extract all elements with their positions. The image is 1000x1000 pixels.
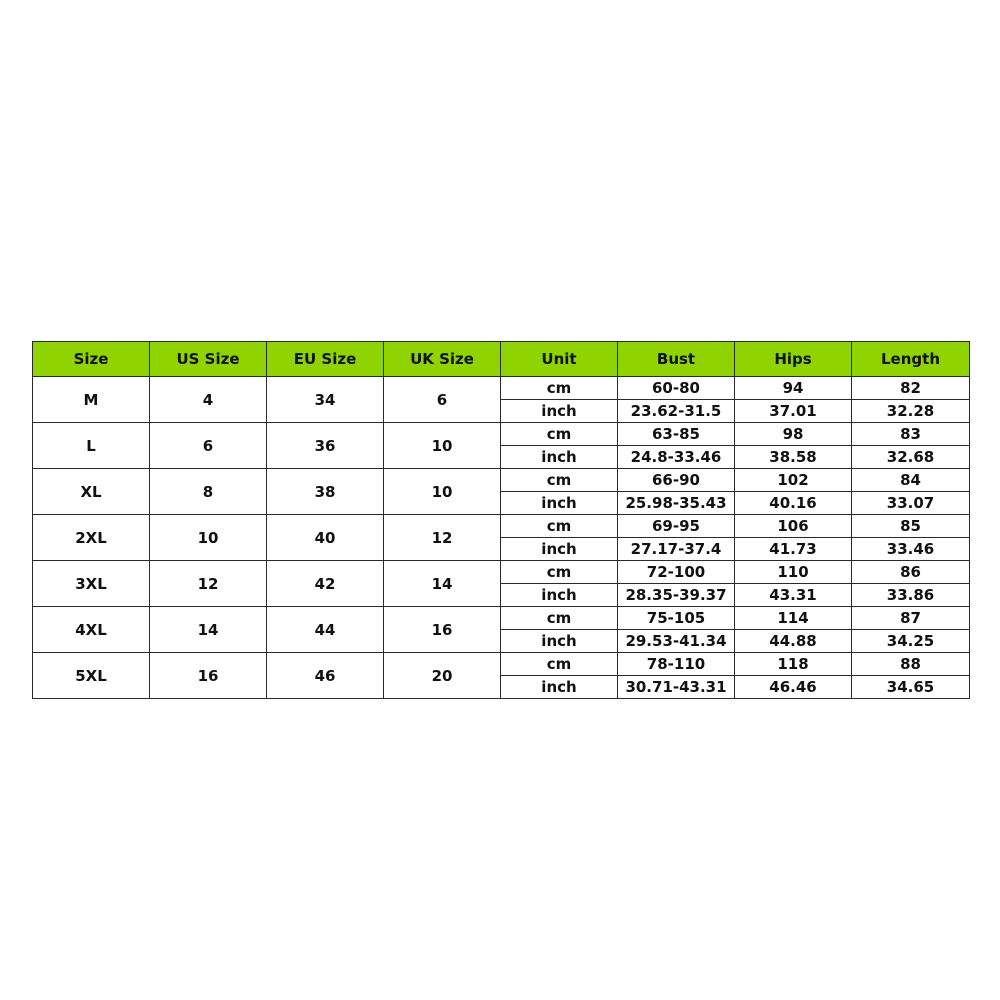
hips-cell: 110 <box>735 561 852 584</box>
unit-cell: cm <box>501 515 618 538</box>
header-length: Length <box>852 342 970 377</box>
bust-cell: 60-80 <box>618 377 735 400</box>
unit-cell: inch <box>501 492 618 515</box>
table-body <box>33 377 970 699</box>
size-cell: L <box>33 423 150 469</box>
length-cell: 33.07 <box>852 492 970 515</box>
table-row <box>33 561 970 584</box>
hips-cell: 114 <box>735 607 852 630</box>
us-size-cell: 12 <box>150 561 267 607</box>
bust-cell: 27.17-37.4 <box>618 538 735 561</box>
length-cell: 88 <box>852 653 970 676</box>
eu-size-cell: 36 <box>267 423 384 469</box>
table-header <box>33 342 970 377</box>
table-row <box>33 653 970 676</box>
us-size-cell: 6 <box>150 423 267 469</box>
hips-cell: 43.31 <box>735 584 852 607</box>
unit-cell: cm <box>501 561 618 584</box>
length-cell: 84 <box>852 469 970 492</box>
table-row <box>33 515 970 538</box>
unit-cell: cm <box>501 423 618 446</box>
header-row <box>33 342 970 377</box>
table-row <box>33 377 970 400</box>
eu-size-cell: 44 <box>267 607 384 653</box>
unit-cell: cm <box>501 377 618 400</box>
hips-cell: 41.73 <box>735 538 852 561</box>
bust-cell: 28.35-39.37 <box>618 584 735 607</box>
uk-size-cell: 20 <box>384 653 501 699</box>
size-cell: XL <box>33 469 150 515</box>
unit-cell: inch <box>501 400 618 423</box>
eu-size-cell: 34 <box>267 377 384 423</box>
length-cell: 33.86 <box>852 584 970 607</box>
bust-cell: 63-85 <box>618 423 735 446</box>
us-size-cell: 16 <box>150 653 267 699</box>
unit-cell: cm <box>501 607 618 630</box>
bust-cell: 25.98-35.43 <box>618 492 735 515</box>
size-chart-table <box>32 341 970 699</box>
bust-cell: 30.71-43.31 <box>618 676 735 699</box>
header-uk-size: UK Size <box>384 342 501 377</box>
bust-cell: 72-100 <box>618 561 735 584</box>
uk-size-cell: 6 <box>384 377 501 423</box>
length-cell: 32.68 <box>852 446 970 469</box>
header-eu-size: EU Size <box>267 342 384 377</box>
length-cell: 86 <box>852 561 970 584</box>
table-row <box>33 469 970 492</box>
header-bust: Bust <box>618 342 735 377</box>
uk-size-cell: 10 <box>384 469 501 515</box>
size-cell: 3XL <box>33 561 150 607</box>
us-size-cell: 8 <box>150 469 267 515</box>
us-size-cell: 10 <box>150 515 267 561</box>
hips-cell: 46.46 <box>735 676 852 699</box>
unit-cell: cm <box>501 469 618 492</box>
size-cell: M <box>33 377 150 423</box>
eu-size-cell: 42 <box>267 561 384 607</box>
hips-cell: 118 <box>735 653 852 676</box>
uk-size-cell: 14 <box>384 561 501 607</box>
header-size: Size <box>33 342 150 377</box>
us-size-cell: 4 <box>150 377 267 423</box>
eu-size-cell: 46 <box>267 653 384 699</box>
table-row <box>33 423 970 446</box>
hips-cell: 98 <box>735 423 852 446</box>
length-cell: 32.28 <box>852 400 970 423</box>
size-cell: 5XL <box>33 653 150 699</box>
unit-cell: inch <box>501 538 618 561</box>
length-cell: 82 <box>852 377 970 400</box>
uk-size-cell: 10 <box>384 423 501 469</box>
eu-size-cell: 40 <box>267 515 384 561</box>
hips-cell: 44.88 <box>735 630 852 653</box>
size-cell: 2XL <box>33 515 150 561</box>
bust-cell: 69-95 <box>618 515 735 538</box>
bust-cell: 75-105 <box>618 607 735 630</box>
size-cell: 4XL <box>33 607 150 653</box>
us-size-cell: 14 <box>150 607 267 653</box>
hips-cell: 106 <box>735 515 852 538</box>
length-cell: 87 <box>852 607 970 630</box>
unit-cell: inch <box>501 676 618 699</box>
length-cell: 34.65 <box>852 676 970 699</box>
bust-cell: 66-90 <box>618 469 735 492</box>
header-us-size: US Size <box>150 342 267 377</box>
table-row <box>33 607 970 630</box>
hips-cell: 38.58 <box>735 446 852 469</box>
bust-cell: 24.8-33.46 <box>618 446 735 469</box>
length-cell: 33.46 <box>852 538 970 561</box>
length-cell: 83 <box>852 423 970 446</box>
unit-cell: inch <box>501 446 618 469</box>
bust-cell: 23.62-31.5 <box>618 400 735 423</box>
header-unit: Unit <box>501 342 618 377</box>
header-hips: Hips <box>735 342 852 377</box>
unit-cell: inch <box>501 584 618 607</box>
bust-cell: 29.53-41.34 <box>618 630 735 653</box>
length-cell: 85 <box>852 515 970 538</box>
hips-cell: 40.16 <box>735 492 852 515</box>
eu-size-cell: 38 <box>267 469 384 515</box>
unit-cell: cm <box>501 653 618 676</box>
unit-cell: inch <box>501 630 618 653</box>
bust-cell: 78-110 <box>618 653 735 676</box>
uk-size-cell: 16 <box>384 607 501 653</box>
hips-cell: 37.01 <box>735 400 852 423</box>
length-cell: 34.25 <box>852 630 970 653</box>
hips-cell: 94 <box>735 377 852 400</box>
hips-cell: 102 <box>735 469 852 492</box>
uk-size-cell: 12 <box>384 515 501 561</box>
